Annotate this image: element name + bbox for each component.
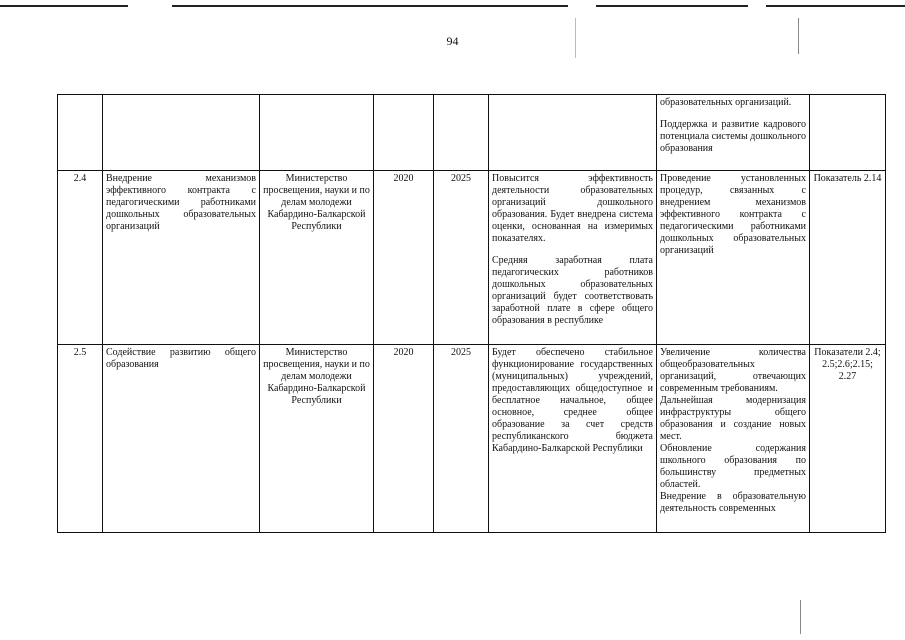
cell-expected-result [489,95,657,171]
connection-text: Увеличение количества общеобразовательных организаций, отвечающих современным требованиям. [660,347,806,394]
cell-measure: Внедрение механизмов эффективного контракта с педагогическими работниками дошкольных образовательных организаций [103,171,260,345]
connection-text: Обновление содержания школьного образования по большинству предметных областей. [660,443,806,490]
scan-artifact-line [575,18,576,58]
cell-indicator: Показатели 2.4; 2.5;2.6;2.15; 2.27 [810,345,886,533]
top-rule-right [596,5,748,7]
cell-start-year: 2020 [374,171,434,345]
cell-indicator: Показатель 2.14 [810,171,886,345]
cell-measure [103,95,260,171]
cell-executor [260,95,374,171]
cell-expected-result [489,171,657,345]
top-rule-far-right [766,5,905,7]
table-row [58,95,886,171]
cell-end-year [434,95,489,171]
result-text: Будет обеспечено стабильное функционирование государственных (муниципальных) учреждений, предоставляющих общедоступное и бесплатное начальное, общее основное, среднее общее образование за счет средств республиканского бюджета Кабардино-Балкарской Республики [492,347,653,454]
connection-text: Поддержка и развитие кадрового потенциала системы дошкольного образования [660,119,806,154]
connection-text: образовательных организаций. [660,97,792,108]
cell-expected-result [489,345,657,533]
result-text: Средняя заработная плата педагогических работников дошкольных образовательных организаций будет соответствовать заработной плате в сфере общего образования в республике [492,255,653,326]
table-row [58,345,886,533]
activities-table [57,94,886,533]
result-text: Повысится эффективность деятельности образовательных организаций дошкольного образования. Будет внедрена система оценки, основанная на измеримых показателях. [492,173,653,244]
scan-artifact-line [798,18,799,54]
cell-number: 2.4 [58,171,103,345]
cell-measure: Содействие развитию общего образования [103,345,260,533]
cell-executor: Министерство просвещения, науки и по делам молодежи Кабардино-Балкарской Республики [260,345,374,533]
cell-number [58,95,103,171]
cell-start-year: 2020 [374,345,434,533]
table-row [58,171,886,345]
cell-end-year: 2025 [434,345,489,533]
cell-number: 2.5 [58,345,103,533]
cell-connection [657,95,810,171]
top-rule-middle [172,5,568,7]
page-number: 94 [446,34,459,48]
cell-end-year: 2025 [434,171,489,345]
cell-executor: Министерство просвещения, науки и по делам молодежи Кабардино-Балкарской Республики [260,171,374,345]
cell-connection [657,171,810,345]
connection-text: Проведение установленных процедур, связанных с внедрением механизмов эффективного контракта с педагогическими работниками дошкольных образовательных организаций [660,173,806,256]
cell-connection [657,345,810,533]
connection-text: Дальнейшая модернизация инфраструктуры общего образования и создание новых мест. [660,395,806,442]
cell-indicator [810,95,886,171]
scan-artifact-line [800,600,801,634]
cell-start-year [374,95,434,171]
top-rule-left [0,5,128,7]
connection-text: Внедрение в образовательную деятельность современных [660,491,806,514]
